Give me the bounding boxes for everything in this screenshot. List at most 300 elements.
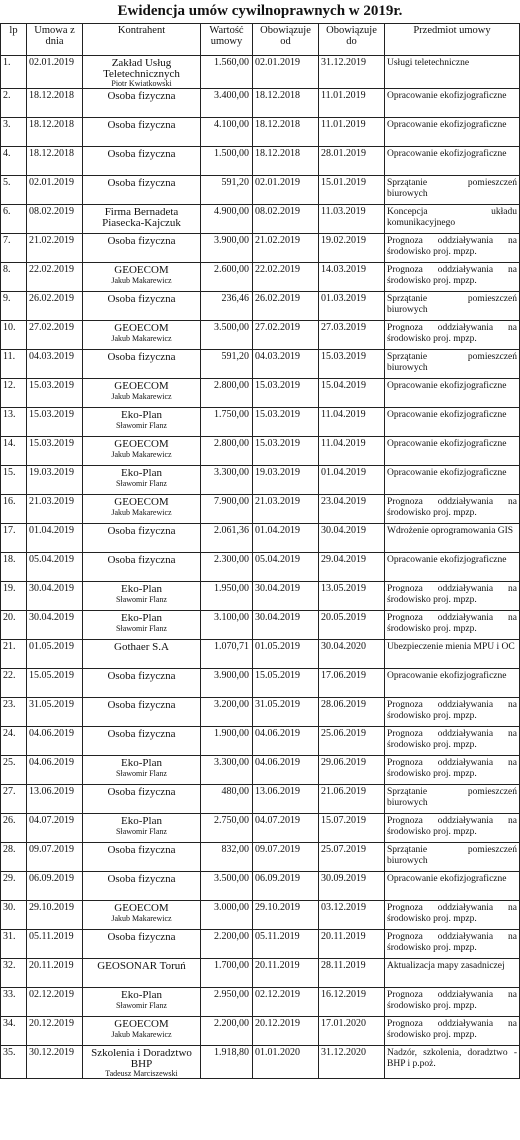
row-lp: 9. <box>1 292 27 321</box>
table-row <box>1 785 520 814</box>
row-valid-to: 25.07.2019 <box>319 843 385 872</box>
row-contractor <box>83 89 201 118</box>
row-valid-from: 08.02.2019 <box>253 205 319 234</box>
row-subject: Opracowanie ekofizjograficzne <box>385 872 520 901</box>
row-date: 30.04.2019 <box>27 582 83 611</box>
row-lp: 29. <box>1 872 27 901</box>
row-valid-to: 17.06.2019 <box>319 669 385 698</box>
row-valid-to: 01.04.2019 <box>319 466 385 495</box>
contractor-name: Osoba fizyczna <box>107 844 176 856</box>
row-valid-from: 15.03.2019 <box>253 437 319 466</box>
table-row <box>1 292 520 321</box>
row-valid-from: 15.03.2019 <box>253 408 319 437</box>
row-value: 1.750,00 <box>201 408 253 437</box>
row-valid-to: 23.04.2019 <box>319 495 385 524</box>
header-subject: Przedmiot umowy <box>385 24 520 56</box>
table-row <box>1 959 520 988</box>
row-valid-to: 15.04.2019 <box>319 379 385 408</box>
row-lp: 15. <box>1 466 27 495</box>
table-row <box>1 698 520 727</box>
contractor-name: Osoba fizyczna <box>107 931 176 943</box>
document-title: Ewidencja umów cywilnoprawnych w 2019r. <box>117 3 403 19</box>
contracts-table <box>0 23 520 1079</box>
row-valid-to: 30.04.2020 <box>319 640 385 669</box>
row-valid-to: 28.01.2019 <box>319 147 385 176</box>
row-lp: 26. <box>1 814 27 843</box>
header-lp: lp <box>1 24 27 56</box>
row-value: 3.500,00 <box>201 872 253 901</box>
row-value: 4.900,00 <box>201 205 253 234</box>
row-value: 2.750,00 <box>201 814 253 843</box>
row-valid-from: 04.07.2019 <box>253 814 319 843</box>
row-subject: Sprzątanie pomieszczeń biurowych <box>385 292 520 321</box>
row-valid-from: 21.02.2019 <box>253 234 319 263</box>
row-date: 05.04.2019 <box>27 553 83 582</box>
header-valid-to: Obowiązuje do <box>319 24 385 56</box>
row-value: 2.800,00 <box>201 379 253 408</box>
row-value: 3.500,00 <box>201 321 253 350</box>
contractor-name: Eko-Plan <box>121 612 162 624</box>
row-contractor <box>83 350 201 379</box>
row-valid-to: 17.01.2020 <box>319 1017 385 1046</box>
row-lp: 32. <box>1 959 27 988</box>
row-valid-from: 15.03.2019 <box>253 379 319 408</box>
contractor-name: Eko-Plan <box>121 815 162 827</box>
row-subject: Prognoza oddziaływania na środowisko proj. mpzp. <box>385 756 520 785</box>
row-date: 20.12.2019 <box>27 1017 83 1046</box>
contractor-name: Osoba fizyczna <box>107 728 176 740</box>
row-lp: 27. <box>1 785 27 814</box>
row-valid-from: 13.06.2019 <box>253 785 319 814</box>
row-valid-from: 18.12.2018 <box>253 147 319 176</box>
table-row <box>1 814 520 843</box>
table-row <box>1 350 520 379</box>
table-row <box>1 56 520 89</box>
contractor-owner: Sławomir Flanz <box>116 826 167 836</box>
row-value: 2.600,00 <box>201 263 253 292</box>
row-lp: 18. <box>1 553 27 582</box>
row-valid-from: 04.06.2019 <box>253 727 319 756</box>
table-row <box>1 843 520 872</box>
row-contractor <box>83 756 201 785</box>
row-value: 591,20 <box>201 176 253 205</box>
row-valid-from: 27.02.2019 <box>253 321 319 350</box>
table-row <box>1 437 520 466</box>
header-row <box>1 24 520 56</box>
contractor-owner: Sławomir Flanz <box>116 420 167 430</box>
row-valid-from: 20.12.2019 <box>253 1017 319 1046</box>
row-subject: Koncepcja układu komunikacyjnego <box>385 205 520 234</box>
row-value: 480,00 <box>201 785 253 814</box>
row-date: 18.12.2018 <box>27 147 83 176</box>
row-lp: 10. <box>1 321 27 350</box>
row-valid-to: 27.03.2019 <box>319 321 385 350</box>
row-value: 591,20 <box>201 350 253 379</box>
row-value: 1.918,80 <box>201 1046 253 1079</box>
row-date: 06.09.2019 <box>27 872 83 901</box>
row-subject: Prognoza oddziaływania na środowisko proj. mpzp. <box>385 611 520 640</box>
row-lp: 30. <box>1 901 27 930</box>
row-valid-to: 14.03.2019 <box>319 263 385 292</box>
row-valid-to: 28.11.2019 <box>319 959 385 988</box>
table-row <box>1 1046 520 1079</box>
row-contractor <box>83 553 201 582</box>
row-contractor <box>83 930 201 959</box>
row-valid-to: 11.04.2019 <box>319 408 385 437</box>
contractor-owner: Piotr Kwiatkowski <box>111 79 172 88</box>
row-subject: Prognoza oddziaływania na środowisko proj. mpzp. <box>385 582 520 611</box>
row-value: 1.900,00 <box>201 727 253 756</box>
row-valid-to: 11.03.2019 <box>319 205 385 234</box>
contractor-name: Osoba fizyczna <box>107 293 176 305</box>
table-row <box>1 1017 520 1046</box>
row-value: 2.061,36 <box>201 524 253 553</box>
row-lp: 5. <box>1 176 27 205</box>
table-row <box>1 118 520 147</box>
row-subject: Opracowanie ekofizjograficzne <box>385 437 520 466</box>
row-lp: 3. <box>1 118 27 147</box>
row-contractor <box>83 669 201 698</box>
contractor-name: Osoba fizyczna <box>107 554 176 566</box>
row-contractor <box>83 466 201 495</box>
row-subject: Prognoza oddziaływania na środowisko proj. mpzp. <box>385 814 520 843</box>
table-row <box>1 640 520 669</box>
row-contractor <box>83 118 201 147</box>
row-contractor <box>83 872 201 901</box>
contractor-name: Osoba fizyczna <box>107 235 176 247</box>
table-row <box>1 582 520 611</box>
row-contractor <box>83 640 201 669</box>
contractor-owner: Sławomir Flanz <box>116 768 167 778</box>
row-date: 01.04.2019 <box>27 524 83 553</box>
row-subject: Prognoza oddziaływania na środowisko proj. mpzp. <box>385 234 520 263</box>
row-valid-to: 11.01.2019 <box>319 118 385 147</box>
row-value: 4.100,00 <box>201 118 253 147</box>
row-subject: Opracowanie ekofizjograficzne <box>385 147 520 176</box>
row-subject: Prognoza oddziaływania na środowisko proj. mpzp. <box>385 930 520 959</box>
row-lp: 6. <box>1 205 27 234</box>
header-contractor: Kontrahent <box>83 24 201 56</box>
table-row <box>1 89 520 118</box>
row-subject: Ubezpieczenie mienia MPU i OC <box>385 640 520 669</box>
row-subject: Prognoza oddziaływania na środowisko proj. mpzp. <box>385 1017 520 1046</box>
row-subject: Prognoza oddziaływania na środowisko proj. mpzp. <box>385 495 520 524</box>
contractor-name: Osoba fizyczna <box>107 786 176 798</box>
row-value: 3.900,00 <box>201 234 253 263</box>
row-date: 04.03.2019 <box>27 350 83 379</box>
contractor-name: Zakład Usług Teletechnicznych <box>103 57 180 80</box>
contractor-name: GEOECOM <box>114 322 169 334</box>
contractor-owner: Jakub Makarewicz <box>111 391 172 401</box>
row-contractor <box>83 234 201 263</box>
table-row <box>1 988 520 1017</box>
row-date: 08.02.2019 <box>27 205 83 234</box>
row-valid-to: 16.12.2019 <box>319 988 385 1017</box>
row-contractor <box>83 147 201 176</box>
row-lp: 34. <box>1 1017 27 1046</box>
row-valid-from: 09.07.2019 <box>253 843 319 872</box>
table-row <box>1 611 520 640</box>
row-date: 05.11.2019 <box>27 930 83 959</box>
row-subject: Prognoza oddziaływania na środowisko proj. mpzp. <box>385 901 520 930</box>
contractor-owner: Sławomir Flanz <box>116 478 167 488</box>
row-valid-to: 21.06.2019 <box>319 785 385 814</box>
row-value: 1.700,00 <box>201 959 253 988</box>
row-valid-from: 18.12.2018 <box>253 118 319 147</box>
row-contractor <box>83 582 201 611</box>
contractor-name: Gothaer S.A <box>114 641 169 653</box>
row-lp: 11. <box>1 350 27 379</box>
table-row <box>1 408 520 437</box>
table-row <box>1 901 520 930</box>
row-value: 3.300,00 <box>201 466 253 495</box>
row-subject: Prognoza oddziaływania na środowisko proj. mpzp. <box>385 698 520 727</box>
row-subject: Opracowanie ekofizjograficzne <box>385 118 520 147</box>
row-valid-from: 15.05.2019 <box>253 669 319 698</box>
row-subject: Wdrożenie oprogramowania GIS <box>385 524 520 553</box>
table-row <box>1 205 520 234</box>
row-subject: Sprzątanie pomieszczeń biurowych <box>385 843 520 872</box>
row-date: 30.04.2019 <box>27 611 83 640</box>
contractor-name: GEOECOM <box>114 438 169 450</box>
row-contractor <box>83 176 201 205</box>
row-date: 15.05.2019 <box>27 669 83 698</box>
row-contractor <box>83 785 201 814</box>
row-valid-to: 19.02.2019 <box>319 234 385 263</box>
row-valid-from: 18.12.2018 <box>253 89 319 118</box>
table-row <box>1 727 520 756</box>
row-value: 3.000,00 <box>201 901 253 930</box>
row-value: 2.950,00 <box>201 988 253 1017</box>
row-contractor <box>83 408 201 437</box>
row-valid-from: 02.01.2019 <box>253 56 319 89</box>
row-valid-to: 29.06.2019 <box>319 756 385 785</box>
row-value: 236,46 <box>201 292 253 321</box>
contractor-name: Osoba fizyczna <box>107 525 176 537</box>
row-valid-from: 06.09.2019 <box>253 872 319 901</box>
contractor-name: GEOSONAR Toruń <box>97 960 186 972</box>
row-valid-to: 01.03.2019 <box>319 292 385 321</box>
contractor-owner: Jakub Makarewicz <box>111 1029 172 1039</box>
row-value: 2.200,00 <box>201 1017 253 1046</box>
row-date: 20.11.2019 <box>27 959 83 988</box>
row-date: 22.02.2019 <box>27 263 83 292</box>
row-value: 2.800,00 <box>201 437 253 466</box>
row-subject: Sprzątanie pomieszczeń biurowych <box>385 176 520 205</box>
row-lp: 8. <box>1 263 27 292</box>
row-date: 01.05.2019 <box>27 640 83 669</box>
contractor-owner: Jakub Makarewicz <box>111 333 172 343</box>
row-valid-to: 11.04.2019 <box>319 437 385 466</box>
contractor-owner: Sławomir Flanz <box>116 1000 167 1010</box>
table-row <box>1 147 520 176</box>
row-value: 1.560,00 <box>201 56 253 89</box>
row-valid-from: 19.03.2019 <box>253 466 319 495</box>
row-subject: Prognoza oddziaływania na środowisko proj. mpzp. <box>385 321 520 350</box>
row-subject: Sprzątanie pomieszczeń biurowych <box>385 785 520 814</box>
contractor-owner: Sławomir Flanz <box>116 623 167 633</box>
row-valid-to: 28.06.2019 <box>319 698 385 727</box>
contractor-owner: Jakub Makarewicz <box>111 449 172 459</box>
row-contractor <box>83 56 201 89</box>
row-value: 3.200,00 <box>201 698 253 727</box>
row-subject: Opracowanie ekofizjograficzne <box>385 553 520 582</box>
row-value: 832,00 <box>201 843 253 872</box>
contractor-name: Szkolenia i Doradztwo BHP <box>91 1047 192 1070</box>
contractor-name: Osoba fizyczna <box>107 119 176 131</box>
row-subject: Sprzątanie pomieszczeń biurowych <box>385 350 520 379</box>
row-valid-to: 30.04.2019 <box>319 524 385 553</box>
row-value: 1.500,00 <box>201 147 253 176</box>
row-valid-from: 20.11.2019 <box>253 959 319 988</box>
row-date: 21.03.2019 <box>27 495 83 524</box>
contractor-name: GEOECOM <box>114 1018 169 1030</box>
contractor-name: Osoba fizyczna <box>107 90 176 102</box>
row-lp: 28. <box>1 843 27 872</box>
row-subject: Prognoza oddziaływania na środowisko proj. mpzp. <box>385 263 520 292</box>
row-valid-from: 01.01.2020 <box>253 1046 319 1079</box>
row-value: 7.900,00 <box>201 495 253 524</box>
table-row <box>1 176 520 205</box>
row-lp: 20. <box>1 611 27 640</box>
row-valid-to: 25.06.2019 <box>319 727 385 756</box>
row-contractor <box>83 263 201 292</box>
row-valid-from: 05.11.2019 <box>253 930 319 959</box>
row-value: 1.950,00 <box>201 582 253 611</box>
row-date: 02.01.2019 <box>27 56 83 89</box>
contractor-name: Eko-Plan <box>121 757 162 769</box>
row-contractor <box>83 495 201 524</box>
header-value: Wartość umowy <box>201 24 253 56</box>
row-lp: 14. <box>1 437 27 466</box>
row-contractor <box>83 1017 201 1046</box>
row-valid-from: 02.01.2019 <box>253 176 319 205</box>
row-lp: 25. <box>1 756 27 785</box>
row-contractor <box>83 727 201 756</box>
header-valid-from: Obowiązuje od <box>253 24 319 56</box>
contractor-name: Osoba fizyczna <box>107 177 176 189</box>
table-row <box>1 669 520 698</box>
row-contractor <box>83 814 201 843</box>
row-lp: 21. <box>1 640 27 669</box>
row-valid-to: 31.12.2019 <box>319 56 385 89</box>
row-date: 04.06.2019 <box>27 756 83 785</box>
contractor-name: GEOECOM <box>114 902 169 914</box>
row-valid-to: 03.12.2019 <box>319 901 385 930</box>
table-row <box>1 263 520 292</box>
row-lp: 1. <box>1 56 27 89</box>
row-date: 29.10.2019 <box>27 901 83 930</box>
row-subject: Opracowanie ekofizjograficzne <box>385 669 520 698</box>
row-lp: 24. <box>1 727 27 756</box>
row-valid-from: 30.04.2019 <box>253 582 319 611</box>
row-date: 02.01.2019 <box>27 176 83 205</box>
row-subject: Opracowanie ekofizjograficzne <box>385 89 520 118</box>
contractor-name: Firma Bernadeta Piasecka-Kajczuk <box>102 206 181 229</box>
row-lp: 12. <box>1 379 27 408</box>
row-subject: Opracowanie ekofizjograficzne <box>385 408 520 437</box>
row-valid-from: 29.10.2019 <box>253 901 319 930</box>
row-date: 27.02.2019 <box>27 321 83 350</box>
row-valid-to: 15.03.2019 <box>319 350 385 379</box>
row-value: 3.100,00 <box>201 611 253 640</box>
row-value: 3.900,00 <box>201 669 253 698</box>
row-date: 15.03.2019 <box>27 379 83 408</box>
row-value: 1.070,71 <box>201 640 253 669</box>
row-lp: 7. <box>1 234 27 263</box>
contractor-owner: Sławomir Flanz <box>116 594 167 604</box>
row-valid-to: 31.12.2020 <box>319 1046 385 1079</box>
table-row <box>1 466 520 495</box>
row-subject: Opracowanie ekofizjograficzne <box>385 466 520 495</box>
contractor-name: Osoba fizyczna <box>107 148 176 160</box>
row-contractor <box>83 1046 201 1079</box>
row-contractor <box>83 843 201 872</box>
row-date: 04.07.2019 <box>27 814 83 843</box>
row-valid-to: 20.11.2019 <box>319 930 385 959</box>
row-subject: Opracowanie ekofizjograficzne <box>385 379 520 408</box>
row-value: 2.200,00 <box>201 930 253 959</box>
row-date: 18.12.2018 <box>27 89 83 118</box>
table-row <box>1 872 520 901</box>
row-lp: 13. <box>1 408 27 437</box>
row-valid-from: 04.03.2019 <box>253 350 319 379</box>
contractor-name: GEOECOM <box>114 496 169 508</box>
table-row <box>1 930 520 959</box>
row-valid-from: 22.02.2019 <box>253 263 319 292</box>
contractor-name: Eko-Plan <box>121 409 162 421</box>
row-valid-to: 15.01.2019 <box>319 176 385 205</box>
contractor-name: GEOECOM <box>114 264 169 276</box>
row-contractor <box>83 988 201 1017</box>
contractor-name: Osoba fizyczna <box>107 351 176 363</box>
row-lp: 22. <box>1 669 27 698</box>
row-lp: 16. <box>1 495 27 524</box>
row-contractor <box>83 959 201 988</box>
row-subject: Prognoza oddziaływania na środowisko proj. mpzp. <box>385 988 520 1017</box>
row-subject: Aktualizacja mapy zasadniczej <box>385 959 520 988</box>
row-contractor <box>83 901 201 930</box>
row-valid-to: 20.05.2019 <box>319 611 385 640</box>
row-contractor <box>83 205 201 234</box>
row-date: 15.03.2019 <box>27 437 83 466</box>
row-contractor <box>83 437 201 466</box>
row-date: 19.03.2019 <box>27 466 83 495</box>
table-row <box>1 756 520 785</box>
row-lp: 35. <box>1 1046 27 1079</box>
table-row <box>1 495 520 524</box>
contractor-owner: Jakub Makarewicz <box>111 507 172 517</box>
row-valid-from: 02.12.2019 <box>253 988 319 1017</box>
row-lp: 23. <box>1 698 27 727</box>
row-date: 18.12.2018 <box>27 118 83 147</box>
row-lp: 33. <box>1 988 27 1017</box>
contractor-name: Osoba fizyczna <box>107 699 176 711</box>
row-date: 04.06.2019 <box>27 727 83 756</box>
row-date: 31.05.2019 <box>27 698 83 727</box>
row-contractor <box>83 379 201 408</box>
contractor-name: Eko-Plan <box>121 989 162 1001</box>
row-value: 2.300,00 <box>201 553 253 582</box>
row-valid-to: 30.09.2019 <box>319 872 385 901</box>
row-date: 13.06.2019 <box>27 785 83 814</box>
table-row <box>1 321 520 350</box>
row-valid-from: 30.04.2019 <box>253 611 319 640</box>
row-date: 02.12.2019 <box>27 988 83 1017</box>
row-contractor <box>83 611 201 640</box>
row-valid-to: 29.04.2019 <box>319 553 385 582</box>
row-lp: 4. <box>1 147 27 176</box>
